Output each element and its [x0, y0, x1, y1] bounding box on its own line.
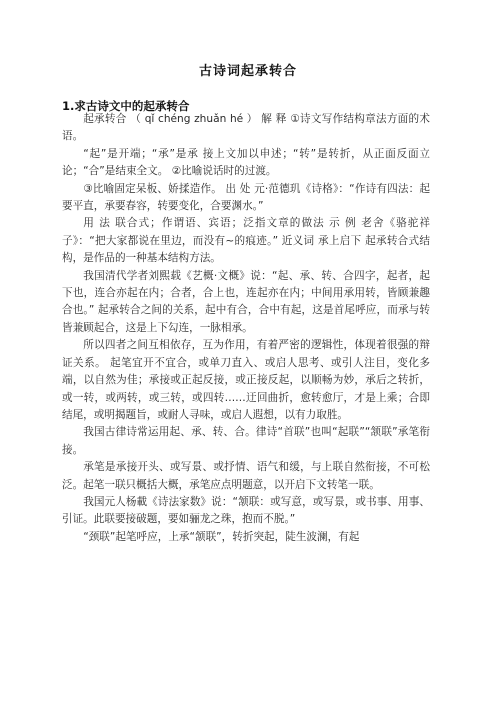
paragraph-3: ③比喻固定呆板、娇揉造作。 出 处 元·范德玑《诗格》：“作诗有四法：起要平直，承要春容，转要变化，合要渊水。”	[62, 182, 430, 213]
section-heading: 1.求古诗文中的起承转合	[62, 99, 190, 113]
paragraph-10: “颈联”起笔呼应，上承“颔联”，转折突起，陡生波澜，有起	[83, 530, 360, 543]
paragraph-4: 用 法 联合式；作谓语、宾语；泛指文章的做法 示 例 老舍《骆驼祥子》：“把大家都说在里边，而没有~的痕迹。” 近义词 承上启下 起承转合式结构，是作品的一种基本结构方法。	[62, 217, 430, 265]
paragraph-1: 起承转合 （ qǐ chéng zhuǎn hé ） 解 释 ①诗文写作结构章法方面的术语。	[62, 113, 430, 143]
paragraph-6: 所以四者之间互相依存，互为作用，有着严密的逻辑性，体现着很强的辩证关系。 起笔宜开不宜合，或单刀直入、或启人思考、或引人注目，变化多端，以自然为佳；承接或正起反接，或正接反起，以顺畅为妙，承后之转折，或一转，或两转，或三转，或四转……迂回曲折，愈转愈厅，才是上乘；合即结尾，或明揭题旨，或耐人寻味，或启人遐想，以有力取胜。	[62, 339, 430, 421]
document-title: 古诗词起承转合	[198, 64, 297, 79]
paragraph-2: “起”是开端；“承”是承 接上文加以申述；“转”是转折，从正面反面立论；“合”是结束全文。 ②比喻说话时的过渡。	[62, 147, 430, 178]
paragraph-7: 我国古律诗常运用起、承、转、合。律诗“首联”也叫“起联”“颔联”承笔衔接。	[62, 426, 430, 456]
paragraph-9: 我国元人杨載《诗法家数》说：“颔联：或写意，或写景，或书事、用事、引证。此联要接破题，要如骊龙之珠，抱而不脱。”	[62, 495, 430, 526]
paragraph-8: 承笔是承接开头、或写景、或抒情、语气和缓，与上联自然衔接，不可松泛。起笔一联只概括大概，承笔应点明题意，以开启下文转笔一联。	[62, 461, 430, 491]
paragraph-5: 我国清代学者刘熙载《艺概·文概》说：“起、承、转、合四字，起者，起下也，连合亦起在内；合者，合上也，连起亦在内；中间用承用转，皆顾兼趣合也。” 起承转合之间的关系，起中有合，合中有起，这是首尾呼应，而承与转皆兼顾起合，这是上下勾连，一脉相承。	[62, 269, 430, 334]
document-body	[62, 111, 430, 546]
